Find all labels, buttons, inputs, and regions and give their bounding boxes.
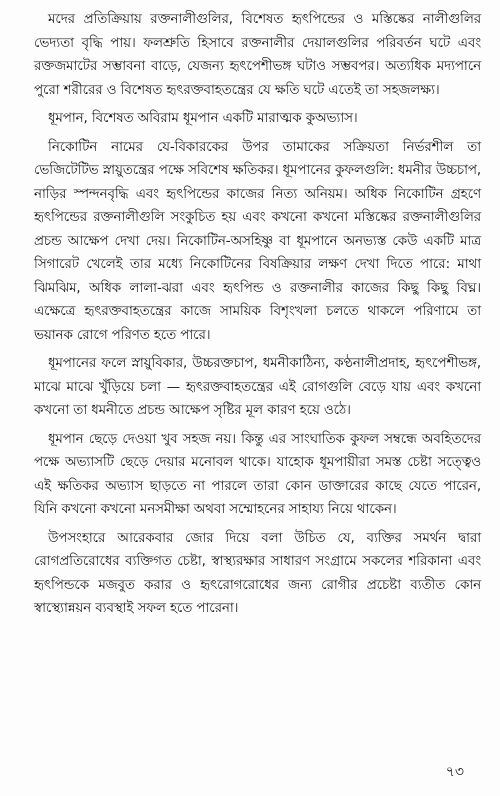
paragraph-alcohol-effects: মদের প্রতিক্রিয়ায় রক্তনালীগুলির, বিশেষত হৃৎপিন্ডের ও মস্তিষ্কের নালীগুলির ভেদ্যতা বৃদ্ধি পায়। ফলশ্রুতি হিসাবে রক্তনালীর দেয়ালগুলির পরিবর্তন ঘটে এবং রক্তজমাটের সম্ভাবনা বাড়ে, যেজন্য হৃৎপেশীভঙ্গ ঘটাও সম্ভবপর। অত্যধিক মদ্যপানে পুরো শরীরের ও বিশেষত হৃৎরক্তবাহতন্ত্রের যে ক্ষতি ঘটে এতেই তা সহজলক্ষ্য। bbox=[34, 12, 481, 98]
paragraph-smoking-habit: ধূমপান, বিশেষত অবিরাম ধূমপান একটি মারাত্মক কুঅভ্যাস। bbox=[48, 111, 358, 126]
paragraph-quitting-smoking: ধূমপান ছেড়ে দেওয়া খুব সহজ নয়। কিন্তু এর সাংঘাতিক কুফল সম্বন্ধে অবহিতদের পক্ষে অভ্যাসটি ছেড়ে দেয়ার মনোবল থাকে। যাহোক ধূমপায়ীরা সমস্ত চেষ্টা সত্ত্বেও এই ক্ষতিকর অভ্যাস ছাড়তে না পারলে তারা কোন ডাক্তারের কাছে যেতে পারেন, যিনি কখনো কখনো মনসমীক্ষা অথবা সম্মোহনের সাহায্য নিয়ে থাকেন। bbox=[34, 431, 481, 517]
paragraph-smoking-diseases: ধূমপানের ফলে স্নায়ুবিকার, উচ্চরক্তচাপ, ধমনীকাঠিন্য, কণ্ঠনালীপ্রদাহ, হৃৎপেশীভঙ্গ, মাঝে মাঝে খুঁড়িয়ে চলা — হৃৎরক্তবাহতন্ত্রের এই রোগগুলি বেড়ে যায় এবং কখনো কখনো তা ধমনীতে প্রচন্ড আক্ষেপ সৃষ্টির মূল কারণ হয়ে ওঠে। bbox=[34, 356, 481, 418]
paragraph-conclusion: উপসংহারে আরেকবার জোর দিয়ে বলা উচিত যে, ব্যক্তির সমর্থন দ্বারা রোগপ্রতিরোধের ব্যক্তিগত চেষ্টা, স্বাস্থ্যরক্ষার সাধারণ সংগ্রামে সকলের শরিকানা এবং হৃৎপিন্ডকে মজবুত করার ও হৃৎরোগরোধের জন্য রোগীর প্রচেষ্টা ব্যতীত কোন স্বাস্থ্যোন্নয়ন ব্যবস্থাই সফল হতে পারেনা। bbox=[34, 530, 481, 616]
paragraph-nicotine: নিকোটিন নামের যে-বিকারকের উপর তামাকের সক্রিয়তা নির্ভরশীল তা ভেজিটেটিভ স্নায়ুতন্ত্রের পক্ষে সবিশেষ ক্ষতিকর। ধূমপানের কুফলগুলি: ধমনীর উচ্চচাপ, নাড়ির স্পন্দনবৃদ্ধি এবং হৃৎপিন্ডের কাজের নিত্য অনিয়ম। অধিক নিকোটিন গ্রহণে হৃৎপিন্ডের রক্তনালীগুলি সংকুচিত হয় এবং কখনো কখনো মস্তিষ্কের রক্তনালীগুলির প্রচন্ড আক্ষেপ দেখা দেয়। নিকোটিন-অসহিষ্ণু বা ধূমপানে অনভ্যস্ত কেউ একটি মাত্র সিগারেট খেলেই তার মধ্যে নিকোটিনের বিষক্রিয়ার লক্ষণ দেখা দিতে পারে: মাথা ঝিমঝিম, অধিক লালা-ঝরা এবং হৃৎপিন্ড ও রক্তনালীর কাজের কিছু কিছু বিঘ্ন। এক্ষেত্রে হৃৎরক্তবাহতন্ত্রের কাজে সাময়িক বিশৃংখলা চলতে থাকলে পরিণামে তা ভয়ানক রোগে পরিণত হতে পারে। bbox=[34, 139, 481, 343]
page-number: ৭৩ bbox=[445, 764, 464, 780]
